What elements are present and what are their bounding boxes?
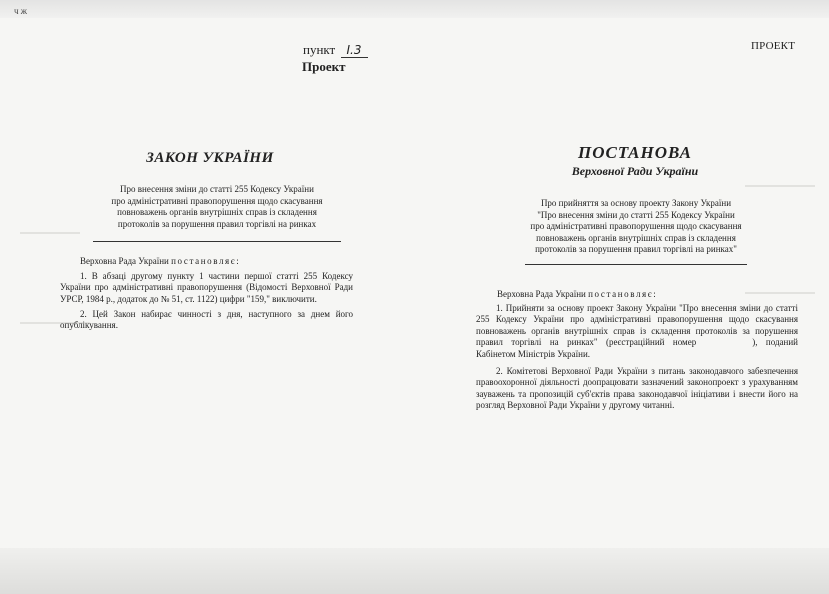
scan-ghost-line — [745, 185, 815, 187]
corner-mark: ч ж — [14, 6, 27, 16]
scan-ghost-line — [20, 232, 80, 234]
top-right-project-label: ПРОЕКТ — [751, 40, 796, 52]
law-intro-decree: постановляє: — [171, 256, 241, 266]
resolution-divider — [525, 264, 747, 265]
scan-top-band — [0, 0, 829, 18]
law-subtitle-line: Про внесення зміни до статті 255 Кодексу України — [120, 184, 314, 194]
proekt-label: Проект — [302, 59, 346, 74]
resolution-lead-line: Про прийняття за основу проекту Закону України — [540, 198, 732, 208]
law-intro — [80, 256, 350, 267]
resolution-lead-line: повноважень органів внутрішніх справ із складення — [536, 232, 736, 243]
law-paragraph-2: 2. Цей Закон набирає чинності з дня, наступного за днем його опублікування. — [60, 309, 353, 331]
resolution-subtitle: Верховної Ради України — [571, 164, 699, 178]
punkt-number: I.3 — [341, 43, 368, 58]
resolution-lead-line: про адміністративні правопорушення щодо скасування — [530, 221, 742, 232]
scan-bottom-band — [0, 548, 829, 594]
resolution-paragraph-1-text: 1. Прийняти за основу проект Закону України "Про внесення зміни до статті 255 Кодексу України про адміністративні правопорушення щодо скасування повноважень органів внутрішніх справ із складення протоколів за порушення правил торгівлі на ринках" (реєстраційний номер — [476, 303, 798, 348]
resolution-title: ПОСТАНОВА — [577, 143, 693, 162]
resolution-lead — [518, 198, 754, 256]
resolution-intro-prefix: Верховна Рада України — [497, 289, 589, 299]
resolution-paragraph-1 — [476, 303, 798, 360]
law-subtitle-line: повноважень органів внутрішніх справ із складення — [117, 207, 317, 218]
law-title: ЗАКОН УКРАЇНИ — [146, 150, 274, 166]
resolution-lead-line: "Про внесення зміни до статті 255 Кодексу України — [537, 209, 735, 220]
law-divider — [93, 241, 341, 242]
punkt-label: пункт — [303, 42, 336, 57]
law-subtitle-line: про адміністративні правопорушення щодо скасування — [111, 195, 323, 206]
law-subtitle-line: протоколів за порушення правил торгівлі на ринках — [117, 218, 317, 229]
resolution-lead-line: протоколів за порушення правил торгівлі на ринках" — [535, 244, 737, 255]
law-subtitle — [92, 184, 342, 230]
resolution-paragraph-1-tail: ), поданий Кабінетом Міністрів України. — [476, 337, 798, 359]
resolution-intro-decree: постановляє: — [588, 289, 658, 299]
law-paragraph-1: 1. В абзаці другому пункту 1 частини першої статті 255 Кодексу України про адміністративні правопорушення (Відомості Верховної Ради УРСР, 1984 р., додаток до № 51, ст. 1122) цифри "159," виключити. — [60, 271, 353, 304]
resolution-intro — [497, 289, 787, 300]
punkt-line — [303, 42, 368, 58]
resolution-paragraph-2: 2. Комітетові Верховної Ради України з питань законодавчого забезпечення правоохоронної діяльності доопрацювати зазначений законопроект з урахуванням зауважень та пропозицій суб'єктів права законодавчої ініціативи і внести його на розгляд Верховної Ради України у другому читанні. — [476, 366, 798, 411]
law-intro-prefix: Верховна Рада України — [80, 256, 172, 266]
